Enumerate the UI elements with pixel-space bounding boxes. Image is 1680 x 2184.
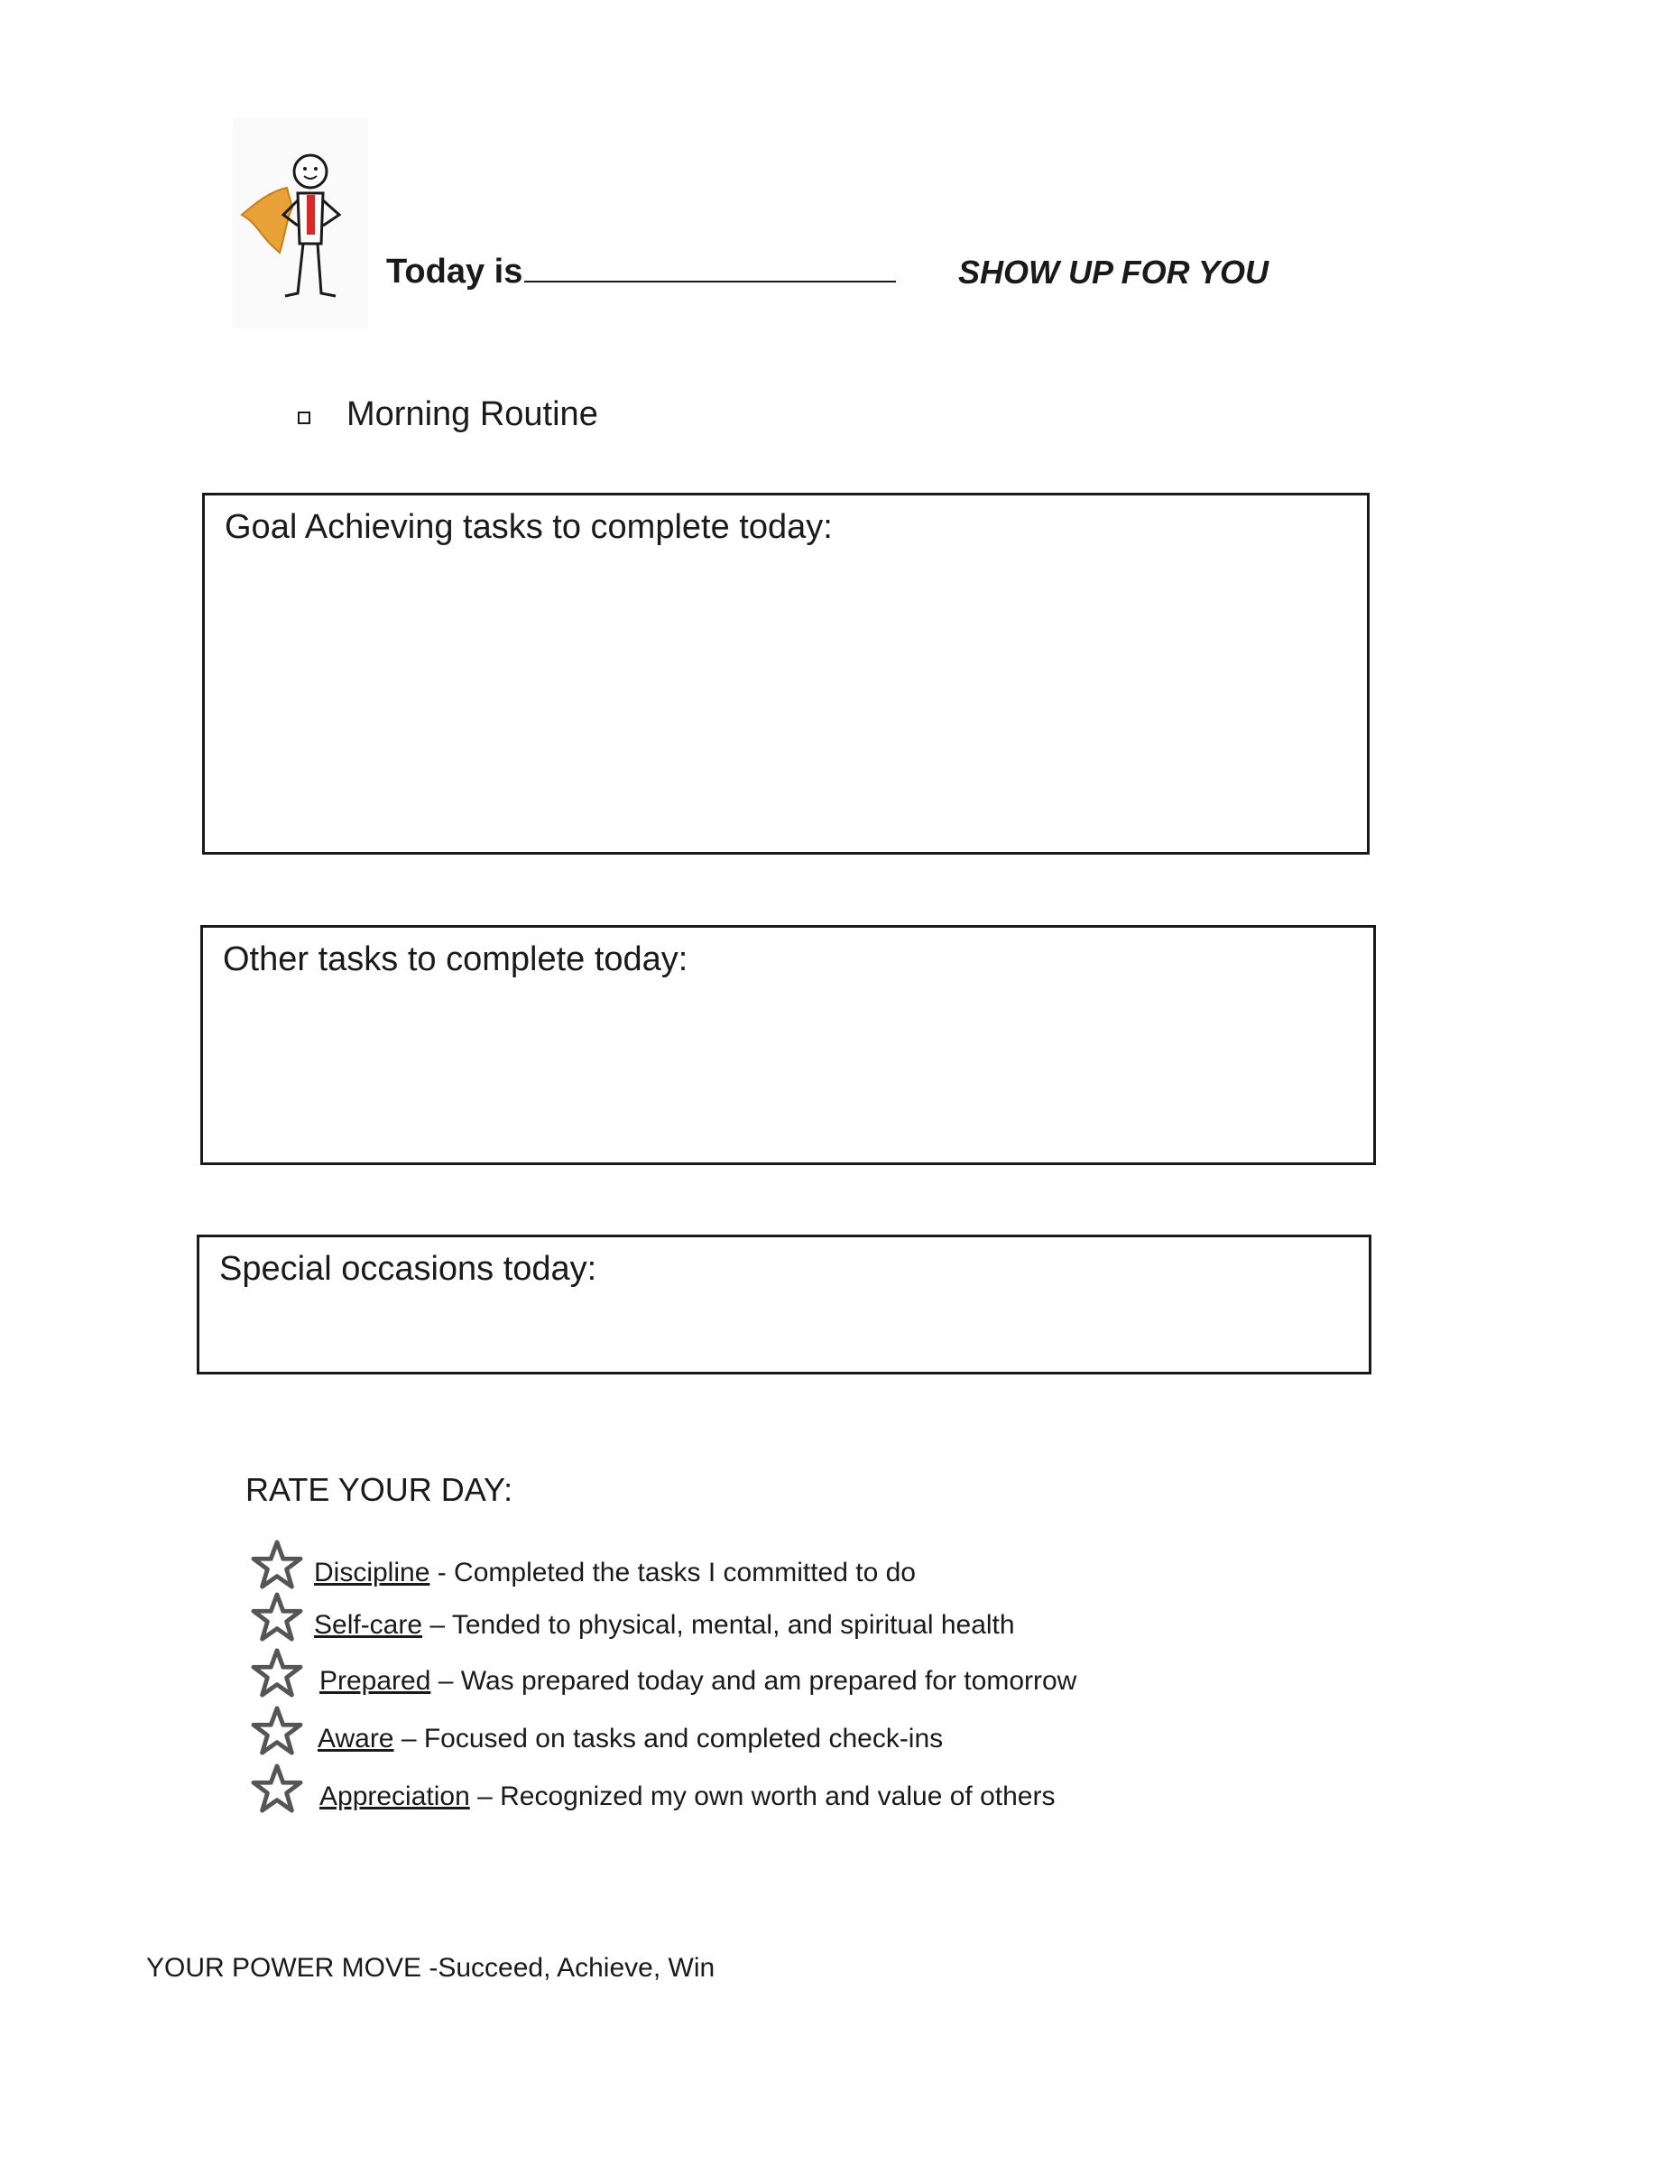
goal-tasks-box[interactable] (202, 493, 1370, 855)
other-tasks-box[interactable] (200, 925, 1376, 1165)
rating-term: Discipline (314, 1558, 430, 1587)
star-icon[interactable] (251, 1763, 303, 1814)
morning-routine-label: Morning Routine (346, 395, 598, 433)
goal-tasks-label: Goal Achieving tasks to complete today: (225, 508, 833, 546)
rating-item-self-care (251, 1592, 1015, 1643)
rating-desc: - Completed the tasks I committed to do (429, 1558, 916, 1587)
checkbox-icon[interactable] (298, 412, 310, 424)
rating-item-appreciation (251, 1763, 1055, 1814)
today-date-field[interactable] (386, 248, 896, 292)
other-tasks-label: Other tasks to complete today: (223, 940, 688, 978)
rating-desc: – Focused on tasks and completed check-ins (393, 1724, 944, 1754)
rating-desc: – Tended to physical, mental, and spiritual health (422, 1610, 1015, 1640)
rating-desc: – Recognized my own worth and value of others (469, 1781, 1056, 1811)
today-label: Today is (386, 253, 523, 291)
rating-term: Aware (318, 1724, 394, 1754)
rating-item-aware (251, 1706, 943, 1756)
star-icon[interactable] (251, 1540, 303, 1590)
tagline: SHOW UP FOR YOU (958, 254, 1269, 291)
rate-your-day-title: RATE YOUR DAY: (245, 1471, 513, 1508)
rating-term: Appreciation (319, 1781, 470, 1811)
rating-item-prepared (251, 1648, 1076, 1698)
footer-text: YOUR POWER MOVE -Succeed, Achieve, Win (146, 1953, 715, 1983)
morning-routine-item[interactable] (298, 395, 598, 434)
rating-item-discipline (251, 1540, 916, 1590)
star-icon[interactable] (251, 1706, 303, 1756)
rating-term: Self-care (314, 1610, 423, 1640)
star-icon[interactable] (251, 1648, 303, 1698)
star-icon[interactable] (251, 1592, 303, 1643)
date-blank-line[interactable] (524, 248, 896, 282)
rating-term: Prepared (319, 1666, 431, 1696)
special-occasions-box[interactable] (197, 1235, 1371, 1374)
rating-desc: – Was prepared today and am prepared for tomorrow (430, 1666, 1077, 1696)
special-occasions-label: Special occasions today: (219, 1250, 597, 1288)
superhero-stick-figure-icon (233, 117, 368, 329)
